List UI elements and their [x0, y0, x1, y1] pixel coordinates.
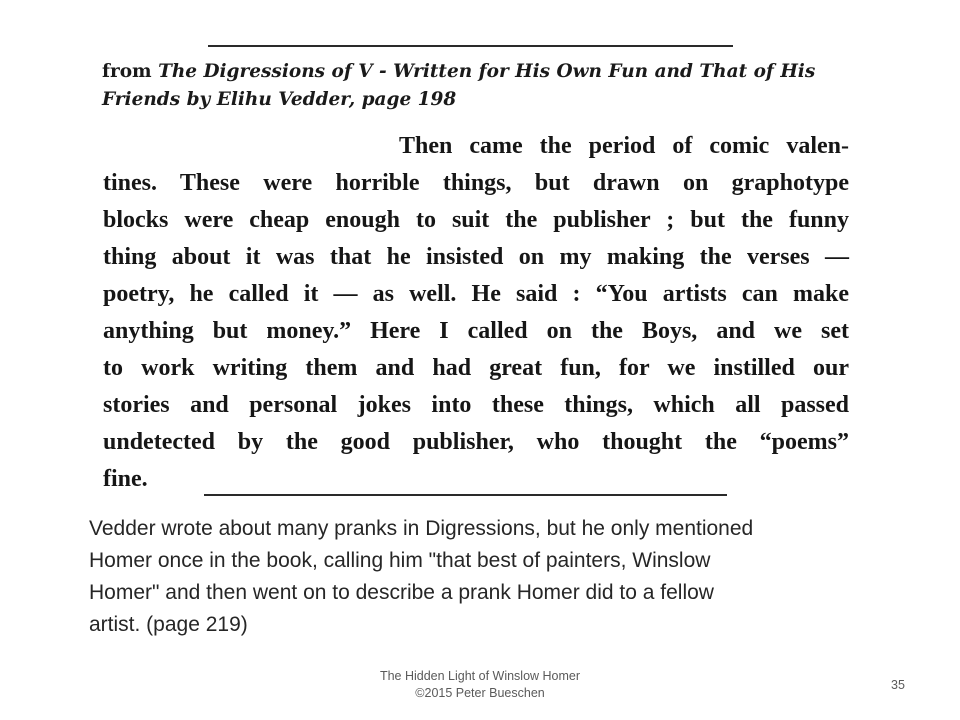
excerpt-line: thing about it was that he insisted on my making the verses —: [103, 244, 849, 270]
footer-copyright: ©2015 Peter Bueschen: [415, 686, 545, 700]
book-title: The Digressions of V - Written for His Own Fun and That of His: [158, 61, 816, 82]
source-line-1: [102, 58, 862, 86]
caption-line: Vedder wrote about many pranks in Digressions, but he only mentioned: [89, 517, 754, 540]
top-divider: [208, 45, 733, 47]
excerpt-line: to work writing them and had great fun, for we instilled our: [103, 355, 849, 381]
book-title-continued: Friends by Elihu Vedder: [102, 89, 349, 110]
caption-line: Homer once in the book, calling him "that best of painters, Winslow: [89, 549, 711, 572]
excerpt-line: blocks were cheap enough to suit the publisher ; but the funny: [103, 207, 849, 233]
caption-line: Homer" and then went on to describe a prank Homer did to a fellow: [89, 581, 714, 604]
excerpt-line: Then came the period of comic valen-: [399, 133, 849, 159]
slide-footer: [330, 668, 630, 702]
excerpt-line: undetected by the good publisher, who thought the “poems”: [103, 429, 849, 455]
excerpt-line: tines. These were horrible things, but drawn on graphotype: [103, 170, 849, 196]
book-excerpt: [103, 128, 849, 498]
source-citation: [102, 58, 862, 114]
page-number: 35: [891, 678, 905, 692]
bottom-divider: [204, 494, 727, 496]
excerpt-line: fine.: [103, 466, 148, 492]
commentary-caption: [89, 513, 864, 641]
source-prefix: from: [102, 61, 159, 82]
excerpt-line: stories and personal jokes into these things, which all passed: [103, 392, 849, 418]
footer-title: The Hidden Light of Winslow Homer: [379, 669, 581, 683]
excerpt-line: anything but money.” Here I called on the Boys, and we set: [103, 318, 849, 344]
source-line-2: [102, 86, 862, 114]
caption-line: artist. (page 219): [89, 613, 248, 636]
excerpt-line: poetry, he called it — as well. He said : “You artists can make: [103, 281, 849, 307]
page-reference: , page 198: [348, 89, 457, 110]
